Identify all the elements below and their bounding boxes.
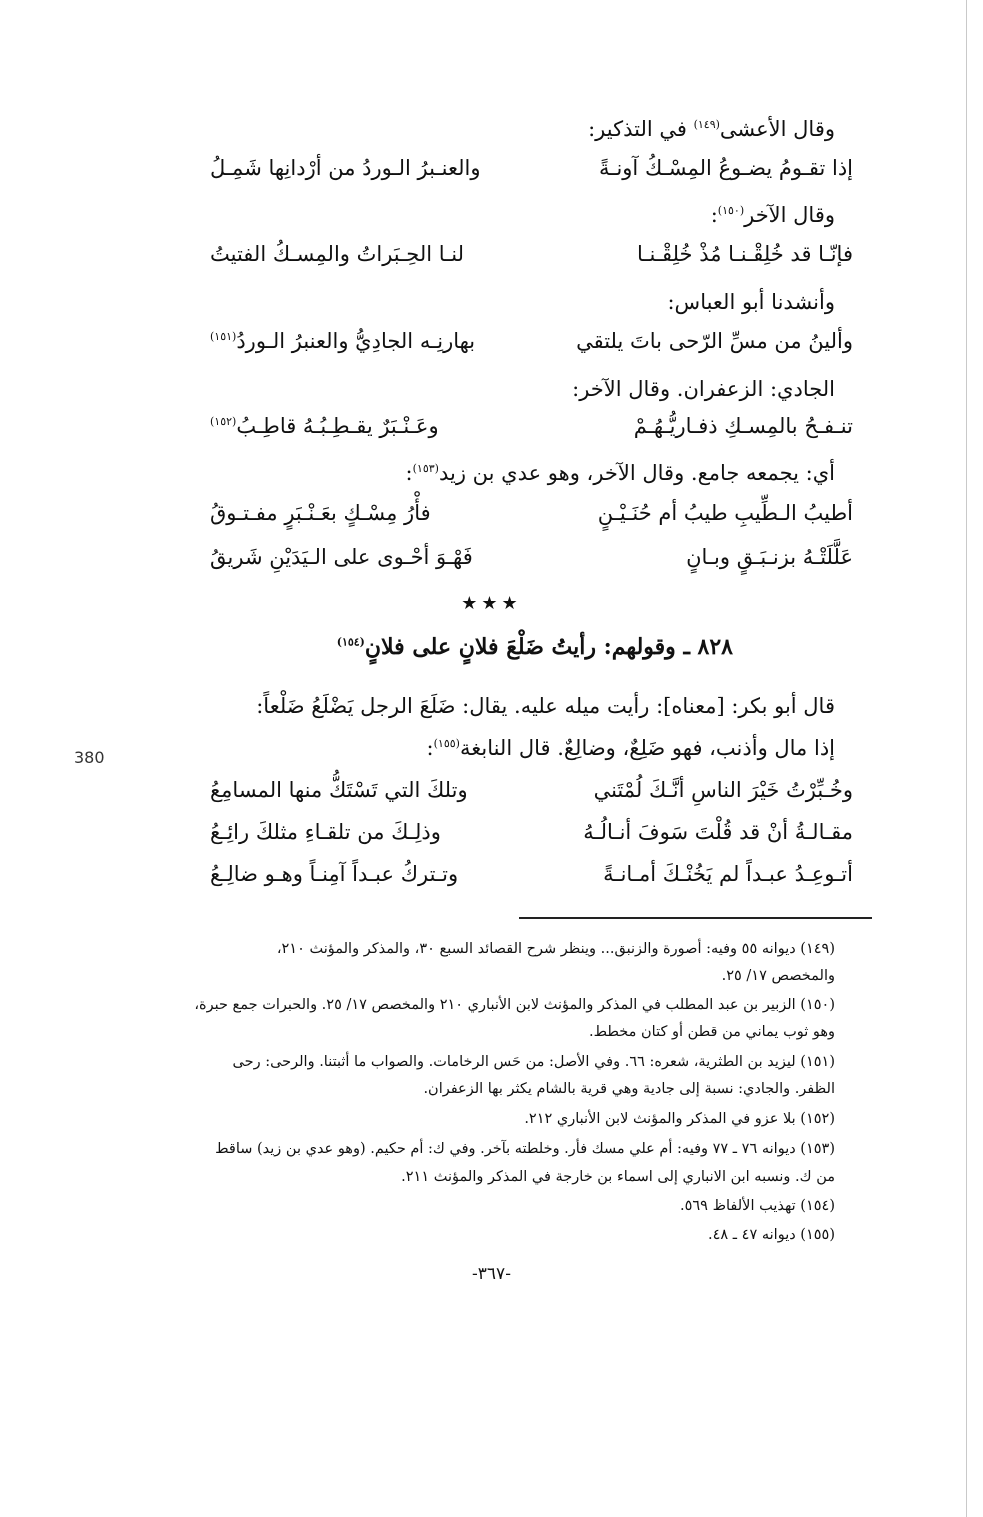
verse-hemistich-first: فإنّـا قد خُلِقْـنـا مُذْ خُلِقْـنـا	[636, 242, 853, 266]
prose-line-2: وقال الآخر$^{(١٥٠)}$:	[710, 203, 835, 227]
footnote-ref: (١٥٣)	[412, 462, 439, 475]
verse-hemistich-first: وخُـبِّرْتُ خَيْرَ الناسِ أنَّـكَ لُمْتَني	[593, 778, 853, 802]
footnote-ref: (١٥٥)	[433, 737, 460, 750]
footnote-line: (١٥٤) تهذيب الألفاظ ٥٦٩.	[680, 1198, 835, 1214]
prose-line-1: وقال الأعشى$^{(١٤٩)}$ في التذكير:	[588, 117, 835, 141]
verse-line	[210, 862, 853, 902]
verse-hemistich-first: تنـفـحُ بالمِسـكِ ذفـاريُّـهُـمْ	[633, 414, 853, 438]
verse-hemistich-first: إذا تقـومُ يضـوعُ المِسْـكُ آونـةً	[599, 156, 853, 180]
verse-line	[210, 242, 853, 282]
prose-line-6: قال أبو بكر: [معناه]: رأيت ميله عليه. يقال: ضَلَعَ الرجل يَضْلَعُ ضَلْعاً:	[256, 694, 835, 718]
verse-hemistich-second: بهارنِـه الجادِيُّ والعنبرُ الـوردُ$^{(١٥١)}$	[210, 329, 476, 353]
verse-hemistich-second: والعنـبرُ الـوردُ من أرْدانِها شَمِـلُ	[210, 156, 481, 180]
verse-line	[210, 545, 853, 585]
footnote-line: (١٥٥) ديوانه ٤٧ ـ ٤٨.	[708, 1227, 835, 1243]
verse-hemistich-second: وتلكَ التي تَسْتَكُّ منها المسامِعُ	[210, 778, 468, 802]
prose-line-3: وأنشدنا أبو العباس:	[667, 290, 835, 314]
verse-hemistich-second: وعَـنْـبَرٌ يقـطِـبُـهُ قاطِـبُ$^{(١٥٢)}$	[210, 414, 439, 438]
footnote-ref: (١٥٤)	[336, 635, 365, 649]
verse-line	[210, 820, 853, 860]
verse-hemistich-first: مقـالـةُ أنْ قد قُلْتَ سَوفَ أنـالُـهُ	[583, 820, 853, 844]
verse-line	[210, 156, 853, 196]
verse-line	[210, 501, 853, 541]
footnote-line: (١٥٢) بلا عزو في المذكر والمؤنث لابن الأنباري ٢١٢.	[524, 1111, 835, 1127]
verse-hemistich-first: أطيبُ الـطِّيبِ طيبُ أم حُنَـيْـنٍ	[597, 501, 853, 525]
verse-line	[210, 778, 853, 818]
prose-line-7: إذا مال وأذنب، فهو ضَلِعٌ، وضالِعٌ. قال النابغة$^{(١٥٥)}$:	[426, 736, 835, 760]
footnote-line: (١٤٩) ديوانه ٥٥ وفيه: أصورة والزنبق... وينظر شرح القصائد السبع ٣٠، والمذكر والمؤنث ٢١٠،	[276, 941, 835, 957]
footnote-line: الظفر. والجادي: نسبة إلى جادية وهي قرية بالشام يكثر بها الزعفران.	[423, 1081, 835, 1097]
verse-line	[210, 329, 853, 369]
footnote-separator	[519, 917, 872, 919]
page-number: -٣٦٧-	[472, 1264, 511, 1284]
footnote-ref: (١٥٠)	[717, 204, 745, 217]
footnote-line: (١٥٣) ديوانه ٧٦ ـ ٧٧ وفيه: أم علي مسك فأر. وخلطته بآخر. وفي ك: أم حكيم. (وهو عدي بن زيد) ساقط	[215, 1141, 835, 1157]
footnote-ref: (١٥١)	[210, 330, 237, 343]
margin-page-number: 380	[74, 748, 105, 767]
footnote-line: والمخصص ١٧/ ٢٥.	[721, 968, 835, 984]
verse-hemistich-second: فَهْـوَ أحْـوى على الـيَدَيْنِ شَريقُ	[210, 545, 473, 569]
verse-line	[210, 414, 853, 454]
verse-hemistich-second: وذلِـكَ من تلقـاءِ مثلكَ رائِـعُ	[210, 820, 441, 844]
section-divider-stars: ★★★	[461, 593, 522, 614]
entry-heading: ٨٢٨ ـ وقولهم: رأيتُ ضَلْعَ فلانٍ على فلانٍ$^{(١٥٤)}$	[336, 634, 733, 660]
prose-line-5: أي: يجمعه جامع. وقال الآخر، وهو عدي بن زيد$^{(١٥٣)}$:	[405, 461, 835, 485]
verse-hemistich-first: أتـوعِـدُ عبـداً لم يَخُنْـكَ أمـانـةً	[603, 862, 853, 886]
verse-hemistich-first: وألينُ من مسِّ الرّحى باتَ يلتقي	[576, 329, 853, 353]
footnote-ref: (١٥٢)	[210, 415, 237, 428]
prose-line-4: الجادي: الزعفران. وقال الآخر:	[572, 377, 835, 401]
footnote-line: (١٥٠) الزبير بن عبد المطلب في المذكر والمؤنث لابن الأنباري ٢١٠ والمخصص ١٧/ ٢٥. والحبرات جمع حبرة،	[194, 997, 835, 1013]
verse-hemistich-first: عَلَّلَتْـهُ بزنـبَـقٍ وبـانٍ	[686, 545, 853, 569]
footnote-line: وهو ثوب يماني من قطن أو كتان مخطط.	[589, 1024, 835, 1040]
verse-hemistich-second: لنـا الحِـبَراتُ والمِسـكُ الفتيتُ	[210, 242, 465, 266]
verse-hemistich-second: فأْرُ مِسْـكٍ بعَـنْـبَرٍ مفـتـوقُ	[210, 501, 431, 525]
scan-edge-line	[966, 0, 967, 1517]
footnote-line: (١٥١) ليزيد بن الطثرية، شعره: ٦٦. وفي الأصل: من حَس الرخامات. والصواب ما أثبتنا. والرحى: رحى	[232, 1054, 835, 1070]
verse-hemistich-second: وتـتركُ عبـداً آمِنـاً وهـو ضالِـعُ	[210, 862, 459, 886]
footnote-line: من ك. ونسبه ابن الانباري إلى اسماء بن خارجة في المذكر والمؤنث ٢١١.	[401, 1169, 835, 1185]
footnote-ref: (١٤٩)	[693, 118, 720, 131]
